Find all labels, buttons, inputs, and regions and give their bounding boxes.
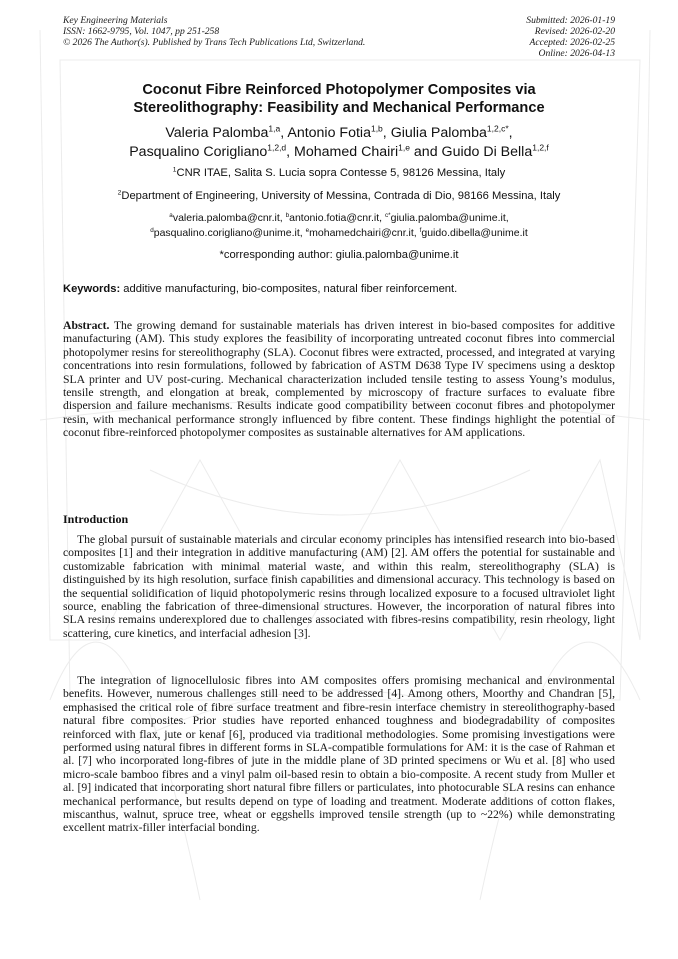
email-mark: c*: [385, 211, 391, 219]
introduction-paragraph-2: The integration of lignocellulosic fibres into AM composites offers promising mechanical and environmental benefits. However, numerous challenges still need to be addressed [4]. Among others, Moorthy and Chandran [5], emphasised the critical role of fibre surface treatment and fibre-resin interface chemistry in stereolithography-based natural fibre composites. Prior studies have reported enhanced toughness and biodegradability of composites reinforced with flax, jute or kenaf [6], produced via traditional methodologies. Some promising investigations were performed using natural fibres in different forms in SLA-compatible formulations for AM: it is the case of Rahman et al. [7] who incorporated long-fibres of jute in the middle plane of 3D printed specimens or Wu et al. [8] who used micro-scale bamboo fibres and a vinyl palm oil-based resin to obtain a bio-composite. A recent study from Muller et al. [9] indicated that incorporating short natural fibre fillers or particulates, into photocurable SLA resins can enhance mechanical performance, but results depend on type of loading and treatment. Moderate additions of cotton flakes, miscanthus, walnut, spruce tree, wheat or eggshells improved tensile strength (up to ~22%) while demonstrating excellent matrix-filler interfacial bonding.: [63, 674, 615, 835]
abstract-label: Abstract.: [63, 319, 110, 332]
author-separator: ,: [286, 143, 295, 160]
submitted-date: Submitted: 2026-01-19: [526, 15, 615, 26]
author-name: Antonio Fotia: [287, 125, 371, 141]
email-link[interactable]: giulia.palomba@unime.it,: [390, 212, 509, 224]
author-affiliation-mark: 1,a: [268, 123, 281, 134]
affiliation-2: [50, 189, 628, 203]
accepted-date: Accepted: 2026-02-25: [529, 37, 615, 48]
author-separator: and: [409, 143, 442, 160]
copyright-notice: © 2026 The Author(s). Published by Trans Tech Publications Ltd, Switzerland.: [63, 37, 366, 48]
online-date: Online: 2026-04-13: [538, 48, 615, 59]
author-affiliation-mark: 1,2,d: [267, 141, 287, 152]
author-separator: ,: [508, 125, 513, 141]
email-mark: d: [150, 226, 154, 234]
email-link[interactable]: antonio.fotia@cnr.it,: [289, 212, 386, 224]
revised-date: Revised: 2026-02-20: [534, 26, 615, 37]
affiliation-text: CNR ITAE, Salita S. Lucia sopra Contesse 5, 98126 Messina, Italy: [176, 167, 506, 179]
dates-header: [526, 15, 615, 59]
email-list: [50, 211, 628, 240]
affiliation-text: Department of Engineering, University of Messina, Contrada di Dio, 98166 Messina, Italy: [121, 190, 561, 202]
email-link[interactable]: mohamedchairi@cnr.it,: [309, 226, 420, 239]
title-line-2: Stereolithography: Feasibility and Mechanical Performance: [133, 100, 545, 116]
affiliation-number: 2: [117, 189, 122, 197]
author-name: Guido Di Bella: [441, 143, 533, 160]
abstract-paragraph: [63, 319, 615, 440]
introduction-paragraph-1: The global pursuit of sustainable materials and circular economy principles has intensified research into bio-based composites [1] and their integration in additive manufacturing (AM) [2]. AM offers the potential for sustainable and customizable fabrication with minimal material waste, and within this realm, stereolithography (SLA) is distinguished by its high resolution, surface finish capabilities and dimensional accuracy. This technology is based on the sequential solidification of liquid photopolymeric resins through localized exposure to a focused ultraviolet light source, enabling the fabrication of three-dimensional structures. However, the incorporation of natural fibres into SLA resins remains underexplored due to challenges associated with fibres-resins compatibility, resin rheology, light scattering, cure kinetics, and interfacial adhesion [3].: [63, 533, 615, 640]
author-separator: ,: [382, 125, 391, 141]
email-mark: e: [305, 226, 310, 234]
author-line-2: [60, 143, 618, 162]
journal-header: [63, 15, 365, 48]
journal-name: Key Engineering Materials: [63, 15, 168, 26]
author-list: [60, 124, 618, 161]
author-name: Pasqualino Corigliano: [129, 143, 268, 160]
author-line-1: [60, 124, 618, 143]
author-affiliation-mark: 1,2,c*: [486, 123, 509, 134]
title-line-1: Coconut Fibre Reinforced Photopolymer Composites via: [142, 82, 536, 98]
introduction-heading: Introduction: [63, 512, 129, 526]
keywords: [63, 282, 615, 296]
issn-volume: ISSN: 1662-9795, Vol. 1047, pp 251-258: [63, 26, 220, 37]
email-line-2: [50, 226, 628, 241]
author-name: Mohamed Chairi: [294, 143, 399, 160]
email-link[interactable]: valeria.palomba@cnr.it,: [172, 212, 286, 224]
affiliation-number: 1: [172, 166, 177, 174]
email-link[interactable]: pasqualino.corigliano@unime.it,: [153, 226, 306, 239]
affiliation-1: [50, 166, 628, 180]
author-affiliation-mark: 1,2,f: [532, 141, 549, 152]
keywords-label: Keywords:: [63, 283, 121, 295]
paper-title: [60, 81, 618, 117]
corresponding-author: *corresponding author: giulia.palomba@unime.it: [219, 249, 459, 261]
author-name: Valeria Palomba: [165, 125, 269, 141]
author-affiliation-mark: 1,b: [370, 123, 383, 134]
author-affiliation-mark: 1,e: [398, 141, 410, 152]
email-line-1: [50, 211, 628, 226]
email-mark: b: [285, 211, 290, 219]
author-separator: ,: [280, 125, 288, 141]
email-link[interactable]: guido.dibella@unime.it: [421, 226, 528, 239]
author-name: Giulia Palomba: [390, 125, 487, 141]
keywords-text: additive manufacturing, bio-composites, natural fiber reinforcement.: [120, 283, 458, 295]
email-mark: f: [419, 226, 422, 234]
abstract-text: The growing demand for sustainable materials has driven interest in bio-based composites for additive manufacturing (AM). This study explores the feasibility of incorporating untreated coconut fibres into commercial photopolymer resins for stereolithography (SLA). Coconut fibres were extracted, processed, and integrated at varying concentrations into resin formulations, followed by fabrication of ASTM D638 Type IV specimens using a desktop SLA printer and UV post-curing. Mechanical characterization included tensile testing to assess Young’s modulus, tensile strength, and elongation at break, complemented by microscopy of fracture surfaces to evaluate fibre dispersion and failure mechanisms. Results indicate good compatibility between coconut fibres and photopolymer resin, with mechanical performance strongly influenced by fibre content. These findings highlight the potential of coconut fibre-reinforced photopolymer composites as sustainable alternatives for AM applications.: [63, 319, 615, 440]
email-mark: a: [169, 211, 173, 219]
